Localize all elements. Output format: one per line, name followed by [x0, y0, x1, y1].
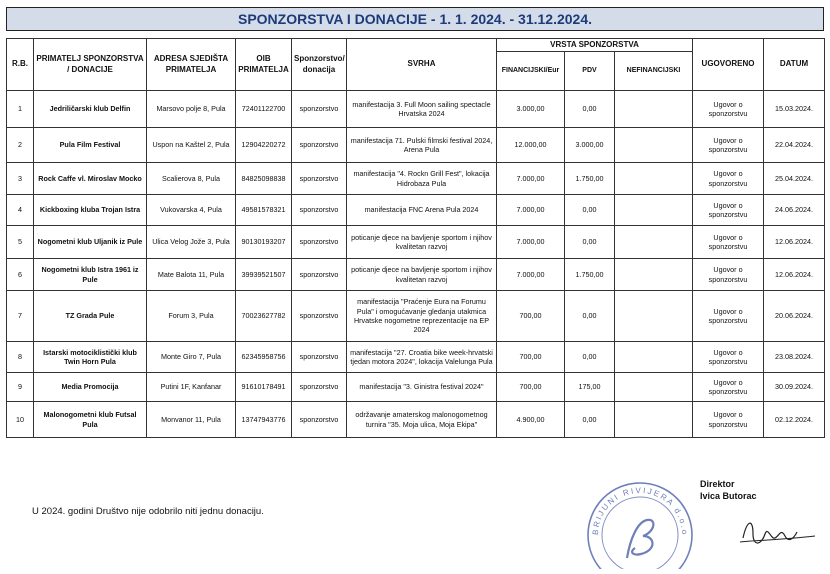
cell-recipient: Kickboxing kluba Trojan Istra: [34, 195, 147, 226]
cell-vat: 0,00: [565, 195, 615, 226]
cell-nonfinancial: [615, 226, 693, 259]
cell-type: sponzorstvo: [292, 163, 347, 195]
cell-vat: 0,00: [565, 91, 615, 128]
cell-contracted: Ugovor o sponzorstvu: [693, 402, 764, 438]
cell-address: Ulica Velog Jože 3, Pula: [147, 226, 236, 259]
cell-nonfinancial: [615, 128, 693, 163]
header-purpose: SVRHA: [347, 39, 497, 91]
sponsorship-table: [6, 38, 825, 438]
cell-financial: 3.000,00: [497, 91, 565, 128]
table-row: [7, 373, 825, 402]
cell-date: 23.08.2024.: [764, 342, 825, 373]
cell-purpose: manifestacija "3. Ginistra festival 2024": [347, 373, 497, 402]
cell-address: Scalierova 8, Pula: [147, 163, 236, 195]
cell-nonfinancial: [615, 373, 693, 402]
cell-recipient: Nogometni klub Istra 1961 iz Pule: [34, 259, 147, 291]
cell-rb: 4: [7, 195, 34, 226]
header-vat: PDV: [565, 52, 615, 91]
cell-oib: 62345958756: [236, 342, 292, 373]
cell-rb: 1: [7, 91, 34, 128]
cell-financial: 7.000,00: [497, 195, 565, 226]
cell-contracted: Ugovor o sponzorstvu: [693, 195, 764, 226]
cell-purpose: manifestacija "4. Rockn Grill Fest", lokacija Hidrobaza Pula: [347, 163, 497, 195]
cell-financial: 700,00: [497, 291, 565, 342]
header-oib: OIB PRIMATELJA: [236, 39, 292, 91]
cell-financial: 7.000,00: [497, 226, 565, 259]
cell-date: 12.06.2024.: [764, 259, 825, 291]
header-address: ADRESA SJEDIŠTA PRIMATELJA: [147, 39, 236, 91]
cell-date: 25.04.2024.: [764, 163, 825, 195]
cell-nonfinancial: [615, 402, 693, 438]
table-row: [7, 259, 825, 291]
handwritten-signature: [735, 500, 820, 565]
cell-nonfinancial: [615, 259, 693, 291]
cell-contracted: Ugovor o sponzorstvu: [693, 128, 764, 163]
cell-contracted: Ugovor o sponzorstvu: [693, 373, 764, 402]
cell-recipient: TZ Grada Pule: [34, 291, 147, 342]
cell-oib: 49581578321: [236, 195, 292, 226]
cell-recipient: Media Promocija: [34, 373, 147, 402]
cell-address: Marsovo polje 8, Pula: [147, 91, 236, 128]
cell-address: Monvanor 11, Pula: [147, 402, 236, 438]
cell-vat: 3.000,00: [565, 128, 615, 163]
director-block: [700, 479, 757, 502]
cell-address: Vukovarska 4, Pula: [147, 195, 236, 226]
cell-vat: 1.750,00: [565, 259, 615, 291]
cell-address: Mate Balota 11, Pula: [147, 259, 236, 291]
cell-financial: 7.000,00: [497, 163, 565, 195]
cell-contracted: Ugovor o sponzorstvu: [693, 91, 764, 128]
cell-address: Forum 3, Pula: [147, 291, 236, 342]
cell-vat: 0,00: [565, 342, 615, 373]
cell-rb: 2: [7, 128, 34, 163]
table-row: [7, 402, 825, 438]
header-type: Sponzorstvo/ donacija: [292, 39, 347, 91]
cell-vat: 175,00: [565, 373, 615, 402]
cell-date: 24.06.2024.: [764, 195, 825, 226]
cell-vat: 0,00: [565, 402, 615, 438]
cell-contracted: Ugovor o sponzorstvu: [693, 291, 764, 342]
cell-rb: 9: [7, 373, 34, 402]
cell-type: sponzorstvo: [292, 291, 347, 342]
cell-purpose: manifestacija 3. Full Moon sailing spectacle Hrvatska 2024: [347, 91, 497, 128]
cell-type: sponzorstvo: [292, 402, 347, 438]
header-contracted: UGOVORENO: [693, 39, 764, 91]
cell-oib: 39939521507: [236, 259, 292, 291]
cell-purpose: održavanje amaterskog malonogometnog turnira "35. Moja ulica, Moja Ekipa": [347, 402, 497, 438]
cell-recipient: Rock Caffe vl. Miroslav Mocko: [34, 163, 147, 195]
cell-rb: 6: [7, 259, 34, 291]
cell-recipient: Pula Film Festival: [34, 128, 147, 163]
cell-purpose: poticanje djece na bavljenje sportom i njihov kvalitetan razvoj: [347, 226, 497, 259]
table-row: [7, 91, 825, 128]
cell-date: 12.06.2024.: [764, 226, 825, 259]
document-title: SPONZORSTVA I DONACIJE - 1. 1. 2024. - 31.12.2024.: [6, 7, 824, 31]
cell-address: Putini 1F, Kanfanar: [147, 373, 236, 402]
cell-contracted: Ugovor o sponzorstvu: [693, 342, 764, 373]
cell-contracted: Ugovor o sponzorstvu: [693, 226, 764, 259]
cell-rb: 8: [7, 342, 34, 373]
cell-financial: 4.900,00: [497, 402, 565, 438]
cell-nonfinancial: [615, 91, 693, 128]
cell-type: sponzorstvo: [292, 226, 347, 259]
cell-nonfinancial: [615, 291, 693, 342]
cell-date: 22.04.2024.: [764, 128, 825, 163]
cell-nonfinancial: [615, 342, 693, 373]
cell-recipient: Malonogometni klub Futsal Pula: [34, 402, 147, 438]
header-date: DATUM: [764, 39, 825, 91]
cell-purpose: manifestacija 71. Pulski filmski festival 2024, Arena Pula: [347, 128, 497, 163]
cell-type: sponzorstvo: [292, 91, 347, 128]
cell-rb: 7: [7, 291, 34, 342]
table-row: [7, 342, 825, 373]
cell-purpose: manifestacija "Praćenje Eura na Forumu Pula" i omogućavanje gledanja utakmica Hrvatske nogometne reprezentacije na EP 2024: [347, 291, 497, 342]
cell-financial: 7.000,00: [497, 259, 565, 291]
cell-financial: 12.000,00: [497, 128, 565, 163]
header-financial: FINANCIJSKI/Eur: [497, 52, 565, 91]
cell-nonfinancial: [615, 195, 693, 226]
cell-oib: 72401122700: [236, 91, 292, 128]
cell-oib: 70023627782: [236, 291, 292, 342]
header-rb: R.B.: [7, 39, 34, 91]
cell-address: Monte Giro 7, Pula: [147, 342, 236, 373]
cell-purpose: poticanje djece na bavljenje sportom i njihov kvalitetan razvoj: [347, 259, 497, 291]
cell-financial: 700,00: [497, 373, 565, 402]
cell-vat: 0,00: [565, 291, 615, 342]
cell-oib: 84825098838: [236, 163, 292, 195]
cell-address: Uspon na Kaštel 2, Pula: [147, 128, 236, 163]
cell-date: 02.12.2024.: [764, 402, 825, 438]
cell-oib: 90130193207: [236, 226, 292, 259]
cell-nonfinancial: [615, 163, 693, 195]
cell-vat: 0,00: [565, 226, 615, 259]
footer-note: U 2024. godini Društvo nije odobrilo niti jednu donaciju.: [32, 506, 264, 517]
cell-type: sponzorstvo: [292, 342, 347, 373]
table-row: [7, 291, 825, 342]
cell-type: sponzorstvo: [292, 259, 347, 291]
director-title: Direktor: [700, 479, 735, 489]
cell-date: 15.03.2024.: [764, 91, 825, 128]
cell-recipient: Nogometni klub Uljanik iz Pule: [34, 226, 147, 259]
header-nonfinancial: NEFINANCIJSKI: [615, 52, 693, 91]
cell-purpose: manifestacija "27. Croatia bike week-hrvatski tjedan motora 2024", lokacija Valelunga Pula: [347, 342, 497, 373]
cell-rb: 3: [7, 163, 34, 195]
table-row: [7, 226, 825, 259]
cell-rb: 10: [7, 402, 34, 438]
cell-type: sponzorstvo: [292, 195, 347, 226]
cell-vat: 1.750,00: [565, 163, 615, 195]
cell-oib: 12904220272: [236, 128, 292, 163]
cell-contracted: Ugovor o sponzorstvu: [693, 163, 764, 195]
cell-rb: 5: [7, 226, 34, 259]
cell-recipient: Jedriličarski klub Delfin: [34, 91, 147, 128]
cell-type: sponzorstvo: [292, 373, 347, 402]
svg-text:BRIJUNI RIVIJERA d.o.o.: BRIJUNI RIVIJERA d.o.o: [590, 485, 690, 537]
header-sponsorship-kind: VRSTA SPONZORSTVA: [497, 39, 693, 52]
cell-type: sponzorstvo: [292, 128, 347, 163]
director-name: Ivica Butorac: [700, 490, 757, 501]
table-row: [7, 128, 825, 163]
cell-oib: 91610178491: [236, 373, 292, 402]
cell-date: 20.06.2024.: [764, 291, 825, 342]
company-stamp: [585, 480, 695, 574]
cell-purpose: manifestacija FNC Arena Pula 2024: [347, 195, 497, 226]
cell-financial: 700,00: [497, 342, 565, 373]
header-recipient: PRIMATELJ SPONZORSTVA / DONACIJE: [34, 39, 147, 91]
cell-date: 30.09.2024.: [764, 373, 825, 402]
cell-oib: 13747943776: [236, 402, 292, 438]
table-row: [7, 163, 825, 195]
cell-recipient: Istarski motociklistički klub Twin Horn Pula: [34, 342, 147, 373]
cell-contracted: Ugovor o sponzorstvu: [693, 259, 764, 291]
table-row: [7, 195, 825, 226]
